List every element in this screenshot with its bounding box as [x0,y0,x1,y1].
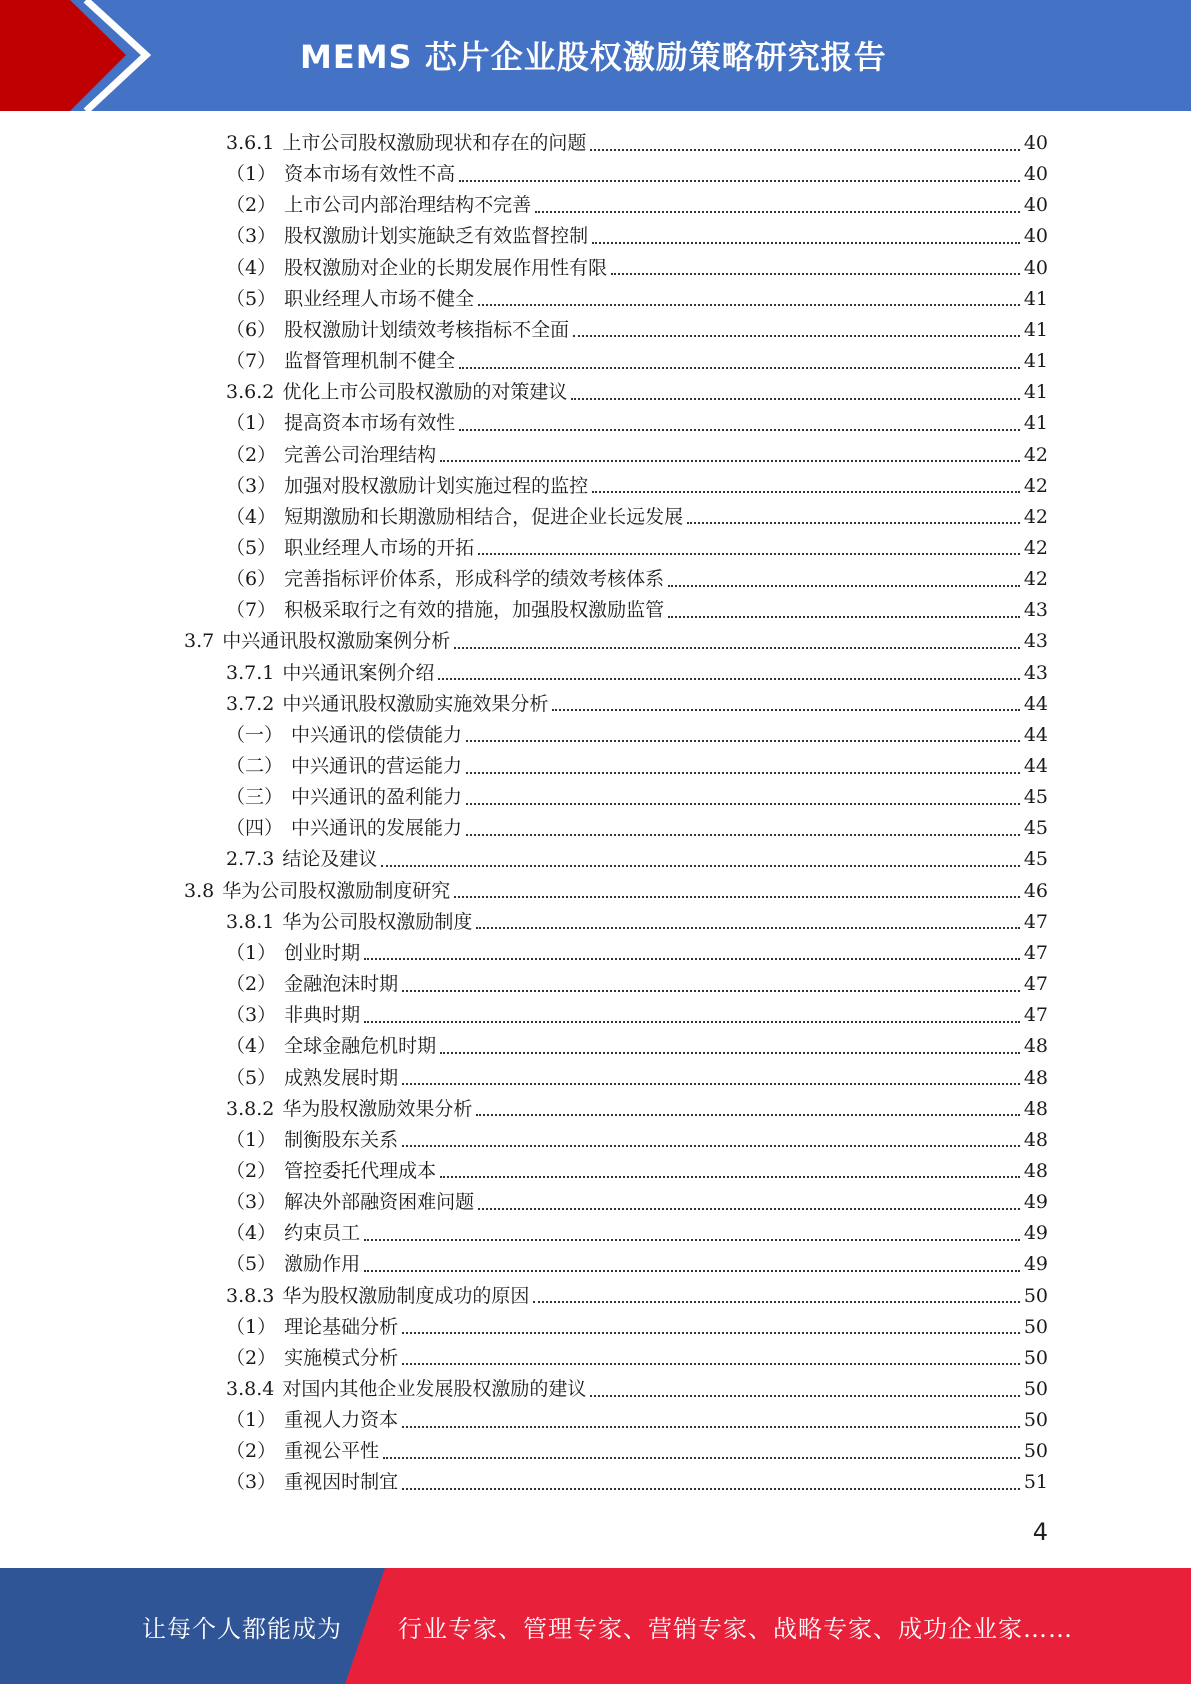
toc-entry-label [226,253,611,283]
toc-entry-title: 完善指标评价体系，形成科学的绩效考核体系 [284,568,665,591]
toc-entry-label [226,720,466,750]
toc-dot-leader [687,521,1020,524]
toc-entry-title: 对国内其他企业发展股权激励的建议 [282,1378,587,1400]
toc-entry-label [226,782,466,812]
toc-entry-number: （5） [226,1066,277,1089]
toc-entry-number: （3） [226,1471,277,1494]
toc-entry-number: 2.7.3 [226,848,275,871]
toc-dot-leader [440,1175,1020,1178]
toc-entry-label [226,1094,476,1124]
toc-entry-number: 3.7 [184,630,215,653]
toc-entry-page: 41 [1023,412,1048,435]
toc-entry-title: 中兴通讯股权激励案例分析 [222,630,451,653]
toc-entry-label [226,907,476,937]
toc-entry-number: （2） [226,1159,277,1182]
toc-entry[interactable] [226,1312,1048,1342]
toc-entry-title: 上市公司股权激励现状和存在的问题 [282,132,587,154]
toc-entry-title: 股权激励计划绩效考核指标不全面 [284,318,570,341]
toc-entry-number: 3.7.2 [226,692,275,715]
toc-entry-number: （5） [226,1253,277,1276]
toc-entry-page: 41 [1023,381,1048,404]
toc-entry-label [226,1000,364,1030]
toc-entry-title: 职业经理人市场的开拓 [284,536,475,559]
toc-entry[interactable] [226,440,1048,470]
toc-entry-label [226,1343,402,1373]
toc-entry-page: 47 [1023,941,1048,964]
toc-entry[interactable] [226,969,1048,999]
toc-entry-number: 3.8 [184,879,215,902]
toc-dot-leader [381,864,1019,867]
toc-entry[interactable] [226,346,1048,376]
toc-entry-number: （6） [226,568,277,591]
toc-entry-page: 42 [1023,443,1048,466]
toc-entry-title: 中兴通讯股权激励实施效果分析 [282,692,549,715]
toc-entry-page: 40 [1023,225,1048,248]
toc-dot-leader [476,926,1019,929]
toc-entry-label [226,1436,383,1466]
toc-dot-leader [668,615,1020,618]
toc-entry[interactable] [226,1405,1048,1435]
toc-entry-title: 华为股权激励制度成功的原因 [282,1284,530,1307]
toc-entry-label [226,408,459,438]
toc-entry-label [226,813,466,843]
toc-dot-leader [402,1082,1020,1085]
toc-entry-title: 上市公司内部治理结构不完善 [284,194,532,217]
toc-entry-label [226,221,592,251]
toc-entry[interactable] [226,1156,1048,1186]
toc-entry[interactable] [226,907,1048,937]
toc-entry-label [226,377,571,407]
toc-entry[interactable] [226,471,1048,501]
toc-dot-leader [454,646,1020,649]
toc-dot-leader [459,179,1020,182]
toc-entry-label [226,689,552,719]
toc-dot-leader [590,1394,1019,1397]
toc-entry[interactable] [226,1125,1048,1155]
toc-dot-leader [364,1020,1020,1023]
toc-entry-title: 激励作用 [284,1253,361,1276]
toc-entry-number: （5） [226,536,277,559]
toc-entry-page: 43 [1023,661,1048,684]
toc-entry-number: （2） [226,1440,277,1463]
toc-entry[interactable] [226,1063,1048,1093]
toc-entry-label [226,440,440,470]
toc-dot-leader [402,1362,1020,1365]
toc-entry-label [226,346,459,376]
toc-dot-leader [535,210,1020,213]
toc-entry-number: 3.6.1 [226,132,275,154]
toc-entry-page: 40 [1023,256,1048,279]
toc-entry-page: 44 [1023,755,1048,777]
toc-entry-page: 50 [1023,1346,1048,1369]
toc-entry-page: 41 [1023,318,1048,341]
toc-entry-number: （4） [226,505,277,528]
toc-entry-title: 全球金融危机时期 [284,1035,437,1058]
toc-entry-number: 3.7.1 [226,661,275,684]
toc-entry[interactable] [226,221,1048,251]
toc-entry-number: （3） [226,1191,277,1214]
toc-entry-number: （6） [226,318,277,341]
toc-entry-label [226,938,364,968]
toc-entry[interactable] [226,408,1048,438]
toc-entry-label [226,1125,402,1155]
toc-dot-leader [440,1051,1020,1054]
toc-entry-page: 43 [1023,599,1048,622]
toc-entry-label [226,502,687,532]
toc-dot-leader [383,1456,1020,1459]
toc-entry-page: 42 [1023,568,1048,591]
toc-entry-page: 50 [1023,1440,1048,1463]
toc-entry-title: 金融泡沫时期 [284,973,399,996]
toc-entry-page: 48 [1023,1128,1048,1151]
toc-entry[interactable] [226,1187,1048,1217]
toc-entry-number: （三） [226,786,284,809]
toc-dot-leader [466,771,1020,774]
toc-dot-leader [402,1331,1020,1334]
toc-entry[interactable] [226,377,1048,407]
toc-entry[interactable] [226,128,1048,158]
toc-entry[interactable] [226,1467,1048,1497]
toc-entry-title: 重视公平性 [284,1440,380,1463]
toc-entry-page: 47 [1023,973,1048,996]
toc-entry[interactable] [226,658,1048,688]
toc-entry-number: （1） [226,163,277,186]
toc-entry-page: 50 [1023,1409,1048,1432]
toc-entry-number: （7） [226,599,277,622]
toc-dot-leader [466,833,1020,836]
toc-entry-title: 股权激励对企业的长期发展作用性有限 [284,256,608,279]
toc-entry[interactable] [184,876,1048,906]
toc-entry-page: 40 [1023,132,1048,154]
toc-entry-title: 中兴通讯的盈利能力 [291,786,463,809]
toc-dot-leader [533,1300,1019,1303]
toc-entry-page: 45 [1023,786,1048,809]
toc-entry[interactable] [184,626,1048,656]
toc-entry[interactable] [226,844,1048,874]
footer-slogan-left: 让每个人都能成为 [142,1614,342,1643]
toc-entry[interactable] [226,533,1048,563]
toc-entry-number: （四） [226,817,284,840]
toc-entry-page: 41 [1023,287,1048,310]
toc-dot-leader [476,1113,1019,1116]
toc-entry-number: （4） [226,256,277,279]
toc-entry-page: 49 [1023,1191,1048,1214]
toc-entry-number: （3） [226,1004,277,1027]
toc-entry-label [184,876,454,906]
toc-entry-label [226,1249,364,1279]
toc-entry-page: 40 [1023,194,1048,217]
toc-entry-number: 3.8.3 [226,1284,275,1307]
toc-entry-number: （4） [226,1222,277,1245]
toc-entry-number: （二） [226,755,284,777]
toc-entry-title: 华为公司股权激励制度 [282,910,473,933]
toc-entry-page: 48 [1023,1097,1048,1120]
toc-entry-page: 42 [1023,536,1048,559]
document-title: MEMS 芯片企业股权激励策略研究报告 [300,38,887,76]
toc-entry-title: 管控委托代理成本 [284,1159,437,1182]
toc-entry-number: （2） [226,194,277,217]
toc-entry-label [226,1405,402,1435]
toc-entry-label [226,128,590,158]
toc-dot-leader [459,366,1020,369]
toc-entry-label [226,564,668,594]
toc-dot-leader [668,584,1020,587]
toc-entry[interactable] [226,751,1048,781]
toc-entry-page: 51 [1023,1471,1048,1494]
toc-entry-title: 华为股权激励效果分析 [282,1097,473,1120]
toc-dot-leader [402,1487,1020,1490]
toc-entry-label [226,159,459,189]
toc-entry-title: 加强对股权激励计划实施过程的监控 [284,474,589,497]
toc-entry-label [226,190,535,220]
toc-entry-label [226,844,381,874]
toc-entry-page: 44 [1023,692,1048,715]
toc-entry[interactable] [226,1343,1048,1373]
toc-entry-label [226,1063,402,1093]
toc-entry-number: 3.8.1 [226,910,275,933]
toc-entry-page: 42 [1023,505,1048,528]
toc-dot-leader [402,989,1020,992]
toc-dot-leader [364,1238,1020,1241]
toc-entry-title: 优化上市公司股权激励的对策建议 [282,381,568,404]
toc-entry[interactable] [226,1374,1048,1404]
toc-entry-title: 解决外部融资困难问题 [284,1191,475,1214]
toc-entry[interactable] [226,1218,1048,1248]
toc-entry-label [226,1281,533,1311]
toc-entry-label [184,626,454,656]
toc-entry-number: （3） [226,225,277,248]
toc-entry-title: 职业经理人市场不健全 [284,287,475,310]
toc-entry-title: 重视因时制宜 [284,1471,399,1494]
toc-entry-number: （7） [226,350,277,373]
toc-entry-label [226,315,573,345]
toc-dot-leader [466,739,1020,742]
toc-entry-page: 40 [1023,163,1048,186]
toc-entry-number: （2） [226,973,277,996]
toc-dot-leader [466,802,1020,805]
toc-entry[interactable] [226,689,1048,719]
toc-entry-page: 45 [1023,817,1048,840]
toc-dot-leader [552,708,1019,711]
toc-entry-title: 资本市场有效性不高 [284,163,456,186]
toc-entry-title: 股权激励计划实施缺乏有效监督控制 [284,225,589,248]
toc-entry-title: 完善公司治理结构 [284,443,437,466]
toc-entry-label [226,1467,402,1497]
toc-entry-title: 提高资本市场有效性 [284,412,456,435]
toc-entry-label [226,1312,402,1342]
toc-entry-label [226,751,466,781]
toc-dot-leader [478,303,1020,306]
toc-dot-leader [438,677,1019,680]
toc-dot-leader [611,272,1020,275]
toc-entry-page: 42 [1023,474,1048,497]
toc-entry-title: 中兴通讯案例介绍 [282,661,435,684]
toc-entry-page: 44 [1023,723,1048,746]
toc-entry-page: 41 [1023,350,1048,373]
toc-entry-number: （1） [226,1315,277,1338]
toc-entry-title: 中兴通讯的营运能力 [291,755,463,777]
toc-dot-leader [364,957,1020,960]
toc-entry-label [226,1156,440,1186]
toc-entry-label [226,658,438,688]
toc-entry-label [226,595,668,625]
toc-entry-number: （2） [226,1346,277,1369]
toc-entry-title: 约束员工 [284,1222,361,1245]
toc-entry[interactable] [226,1000,1048,1030]
toc-entry-title: 创业时期 [284,941,361,964]
toc-entry-label [226,471,592,501]
toc-entry-label [226,1187,478,1217]
toc-dot-leader [402,1144,1020,1147]
toc-entry-page: 50 [1023,1378,1048,1400]
toc-entry-page: 48 [1023,1035,1048,1058]
toc-entry-title: 成熟发展时期 [284,1066,399,1089]
toc-entry-number: （1） [226,1128,277,1151]
toc-entry-label [226,1031,440,1061]
toc-entry[interactable] [226,938,1048,968]
toc-entry-page: 49 [1023,1222,1048,1245]
toc-dot-leader [364,1269,1020,1272]
toc-entry-page: 49 [1023,1253,1048,1276]
toc-entry-title: 中兴通讯的发展能力 [291,817,463,840]
footer-slogan-right: 行业专家、管理专家、营销专家、战略专家、成功企业家…… [398,1614,1073,1643]
toc-entry-number: （2） [226,443,277,466]
toc-entry-title: 积极采取行之有效的措施，加强股权激励监管 [284,599,665,622]
toc-entry[interactable] [226,1031,1048,1061]
toc-entry[interactable] [226,1249,1048,1279]
toc-entry[interactable] [226,190,1048,220]
toc-entry-number: 3.6.2 [226,381,275,404]
toc-entry-page: 47 [1023,1004,1048,1027]
toc-entry-label [226,533,478,563]
toc-entry-title: 中兴通讯的偿债能力 [291,723,463,746]
toc-entry-title: 监督管理机制不健全 [284,350,456,373]
page-header [0,0,1191,111]
toc-entry[interactable] [226,502,1048,532]
toc-entry-page: 46 [1023,879,1048,902]
toc-entry-page: 48 [1023,1159,1048,1182]
toc-entry[interactable] [226,595,1048,625]
page-number: 4 [1032,1518,1048,1546]
toc-dot-leader [478,1207,1020,1210]
toc-dot-leader [478,552,1020,555]
toc-entry-title: 重视人力资本 [284,1409,399,1432]
toc-entry[interactable] [226,1281,1048,1311]
toc-entry-title: 华为公司股权激励制度研究 [222,879,451,902]
toc-entry-number: （1） [226,412,277,435]
toc-dot-leader [571,397,1019,400]
toc-entry-title: 实施模式分析 [284,1346,399,1369]
toc-entry[interactable] [226,159,1048,189]
toc-entry-label [226,969,402,999]
toc-entry-page: 47 [1023,910,1048,933]
toc-entry-number: （5） [226,287,277,310]
toc-entry-title: 非典时期 [284,1004,361,1027]
toc-entry-label [226,284,478,314]
toc-dot-leader [592,241,1020,244]
red-chevron-icon [0,0,160,111]
toc-entry-label [226,1374,590,1404]
toc-entry-number: 3.8.4 [226,1378,275,1400]
toc-entry-title: 制衡股东关系 [284,1128,399,1151]
toc-entry-title: 结论及建议 [282,848,378,871]
toc-entry-page: 48 [1023,1066,1048,1089]
toc-dot-leader [402,1425,1020,1428]
toc-dot-leader [590,148,1019,151]
toc-entry-title: 短期激励和长期激励相结合，促进企业长远发展 [284,505,684,528]
toc-entry-page: 45 [1023,848,1048,871]
toc-entry[interactable] [226,720,1048,750]
toc-entry-number: （1） [226,1409,277,1432]
toc-entry-number: 3.8.2 [226,1097,275,1120]
toc-entry-number: （4） [226,1035,277,1058]
toc-dot-leader [440,459,1020,462]
toc-entry[interactable] [226,1094,1048,1124]
toc-entry[interactable] [226,813,1048,843]
toc-entry-number: （一） [226,723,284,746]
toc-dot-leader [454,895,1020,898]
toc-entry[interactable] [226,1436,1048,1466]
toc-entry[interactable] [226,782,1048,812]
toc-dot-leader [592,490,1020,493]
toc-entry[interactable] [226,253,1048,283]
toc-dot-leader [459,428,1020,431]
toc-entry-page: 50 [1023,1315,1048,1338]
toc-entry-title: 理论基础分析 [284,1315,399,1338]
toc-entry[interactable] [226,315,1048,345]
toc-dot-leader [573,334,1020,337]
toc-entry[interactable] [226,564,1048,594]
toc-entry-page: 43 [1023,630,1048,653]
toc-entry-page: 50 [1023,1284,1048,1307]
toc-entry[interactable] [226,284,1048,314]
toc-entry-number: （1） [226,941,277,964]
page-footer [0,1568,1191,1684]
toc-entry-number: （3） [226,474,277,497]
toc-entry-label [226,1218,364,1248]
